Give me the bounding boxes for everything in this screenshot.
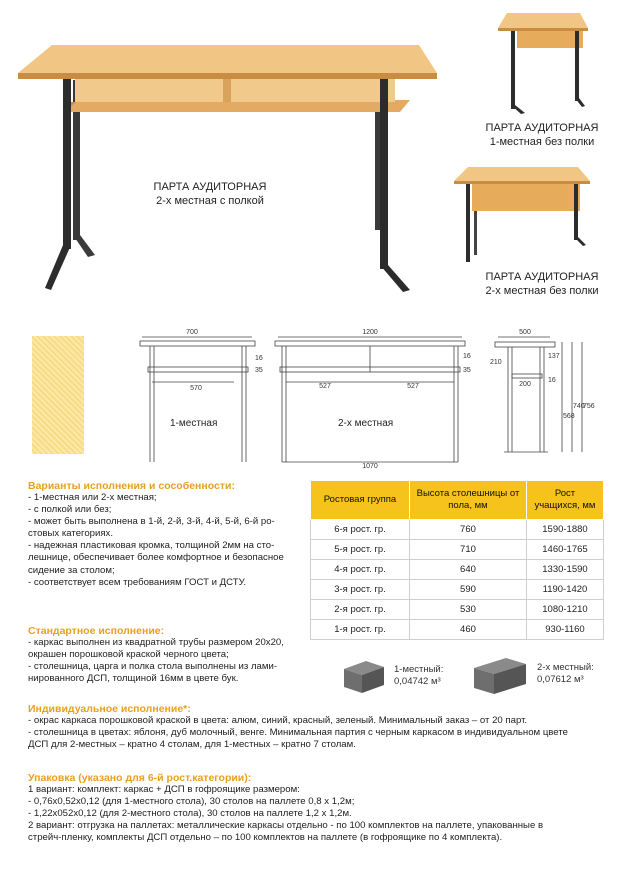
dim-double-shelf-left: 527	[319, 383, 331, 390]
desk-2-seat-shelf-image	[15, 40, 445, 295]
table-cell: 460	[410, 620, 527, 640]
beech-color-swatch	[32, 336, 84, 454]
caption-line: ПАРТА АУДИТОРНАЯ	[485, 122, 599, 134]
variants-line: - может быть выполнена в 1-й, 2-й, 3-й, 4-й, 5-й, 6-й ро-	[28, 516, 275, 528]
table-cell: 710	[410, 540, 527, 560]
table-row	[311, 560, 604, 580]
dim-side-h1: 210	[490, 359, 502, 366]
standard-line: окрашен порошковой краской черного цвета;	[28, 649, 229, 661]
package-box-icon	[340, 655, 388, 697]
dim-single-side-a: 16	[255, 355, 263, 362]
variants-line: - 1-местная или 2-х местная;	[28, 492, 157, 503]
table-cell: 1080-1210	[526, 600, 603, 620]
package-single	[394, 664, 443, 688]
dim-side-shelf: 200	[519, 381, 531, 388]
individual-title: Индивидуальное исполнение*:	[28, 703, 191, 715]
table-cell: 2-я рост. гр.	[311, 600, 410, 620]
package-type: 1-местный:	[394, 664, 444, 675]
table-cell: 5-я рост. гр.	[311, 540, 410, 560]
dim-side-h4: 568	[563, 413, 575, 420]
packing-line: 2 вариант: отгрузка на паллетах: металлические каркасы отдельно - по 100 комплектов на паллете, упакованные в	[28, 820, 544, 832]
packing-line: - 0,76х0,52х0,12 (для 1-местного стола), 30 столов на паллете 0,8 х 1,2м;	[28, 796, 355, 808]
table-cell: 590	[410, 580, 527, 600]
small1-caption	[472, 121, 612, 149]
package-type: 2-х местный:	[537, 662, 594, 673]
variants-section	[28, 480, 313, 589]
dim-single-top: 700	[186, 329, 198, 336]
packing-section	[28, 772, 618, 844]
dim-side-h6: 756	[583, 403, 595, 410]
desk-1-seat-image	[493, 10, 593, 115]
desk-2-seat-image	[450, 165, 600, 265]
standard-line: - столешница, царга и полка стола выполнены из лами-	[28, 661, 278, 673]
individual-section	[28, 703, 618, 751]
drawing-label-double: 2-х местная	[338, 418, 394, 429]
caption-line: 2-х местная с полкой	[156, 195, 264, 207]
table-cell: 1590-1880	[526, 520, 603, 540]
variants-line: лешнице, обеспечивает более комфортное и безопасное	[28, 552, 284, 564]
table-cell: 530	[410, 600, 527, 620]
dim-double-side-b: 35	[463, 367, 471, 374]
table-row	[311, 540, 604, 560]
table-cell: 3-я рост. гр.	[311, 580, 410, 600]
individual-line: ДСП для 2-местных – кратно 4 столам, для 1-местных – кратно 7 столам.	[28, 739, 356, 751]
variants-line: - соответствует всем требованиям ГОСТ и ДСТУ.	[28, 576, 247, 588]
caption-line: 2-х местная без полки	[485, 285, 599, 297]
packing-line: 1 вариант: комплект: каркас + ДСП в гофроящике размером:	[28, 784, 300, 795]
table-cell: 930-1160	[526, 620, 603, 640]
dim-double-shelf-right: 527	[407, 383, 419, 390]
package-volume: 0,07612 м³	[537, 674, 584, 685]
dim-single-side-b: 35	[255, 367, 263, 374]
dim-double-top: 1200	[362, 329, 378, 336]
drawing-label-single: 1-местная	[170, 418, 218, 429]
packing-title: Упаковка (указано для 6-й рост.категории):	[28, 772, 252, 784]
packing-line: - 1,22х052х0,12 (для 2-местного стола), 30 столов на паллете 1,2 х 1,2м.	[28, 808, 352, 820]
standard-list	[28, 637, 313, 685]
packing-list	[28, 784, 618, 844]
table-row	[311, 520, 604, 540]
technical-drawings	[130, 322, 605, 470]
standard-line: - каркас выполнен из квадратной трубы размером 20х20,	[28, 637, 284, 648]
dim-single-shelf: 570	[190, 385, 202, 392]
table-row	[311, 580, 604, 600]
table-row	[311, 600, 604, 620]
table-cell: 1-я рост. гр.	[311, 620, 410, 640]
variants-line: - с полкой или без;	[28, 504, 112, 516]
table-header: Высота столешницы от пола, мм	[410, 481, 527, 520]
dim-side-top: 500	[519, 329, 531, 336]
table-header-row	[311, 481, 604, 520]
caption-line: ПАРТА АУДИТОРНАЯ	[153, 181, 267, 193]
main-desk-caption	[140, 180, 280, 208]
dim-side-h2: 137	[548, 353, 560, 360]
individual-line: - столешница в цветах: яблоня, дуб молочный, венге. Минимальная партия с черным каркасом в индивидуальном цвете	[28, 727, 568, 739]
caption-line: 1-местная без полки	[489, 136, 595, 148]
package-double	[537, 662, 594, 686]
dim-side-h5: 740	[573, 403, 585, 410]
dim-double-floor: 1070	[362, 463, 378, 470]
table-header: Рост учащихся, мм	[526, 481, 603, 520]
table-cell: 760	[410, 520, 527, 540]
table-cell: 640	[410, 560, 527, 580]
dim-double-side-a: 16	[463, 353, 471, 360]
dim-side-h3: 16	[548, 377, 556, 384]
variants-line: стовых категориях.	[28, 528, 114, 540]
variants-line: - надежная пластиковая кромка, толщиной 2мм на сто-	[28, 540, 275, 552]
caption-line: ПАРТА АУДИТОРНАЯ	[485, 271, 599, 283]
variants-title: Варианты исполнения и сособенности:	[28, 480, 235, 492]
standard-section	[28, 625, 313, 685]
table-header: Ростовая группа	[311, 481, 410, 520]
table-cell: 1330-1590	[526, 560, 603, 580]
height-groups-table	[310, 480, 604, 640]
standard-title: Стандартное исполнение:	[28, 625, 165, 637]
individual-list	[28, 715, 618, 751]
small2-caption	[472, 270, 612, 298]
table-cell: 1190-1420	[526, 580, 603, 600]
table-cell: 4-я рост. гр.	[311, 560, 410, 580]
packing-line: стрейч-пленку, комплекты ДСП отдельно – по 100 комплектов на паллете (в гофроящике по 4 комплекта).	[28, 832, 503, 844]
package-box-icon	[470, 652, 530, 698]
individual-line: - окрас каркаса порошковой краской в цвета: алюм, синий, красный, зеленый. Минимальный заказ – от 20 парт.	[28, 715, 528, 726]
table-row	[311, 620, 604, 640]
table-cell: 6-я рост. гр.	[311, 520, 410, 540]
variants-line: сидение за столом;	[28, 564, 115, 576]
standard-line: нированного ДСП, толщиной 16мм в цвете бук.	[28, 673, 239, 685]
variants-list	[28, 492, 313, 589]
table-cell: 1460-1765	[526, 540, 603, 560]
package-volume: 0,04742 м³	[394, 676, 441, 687]
